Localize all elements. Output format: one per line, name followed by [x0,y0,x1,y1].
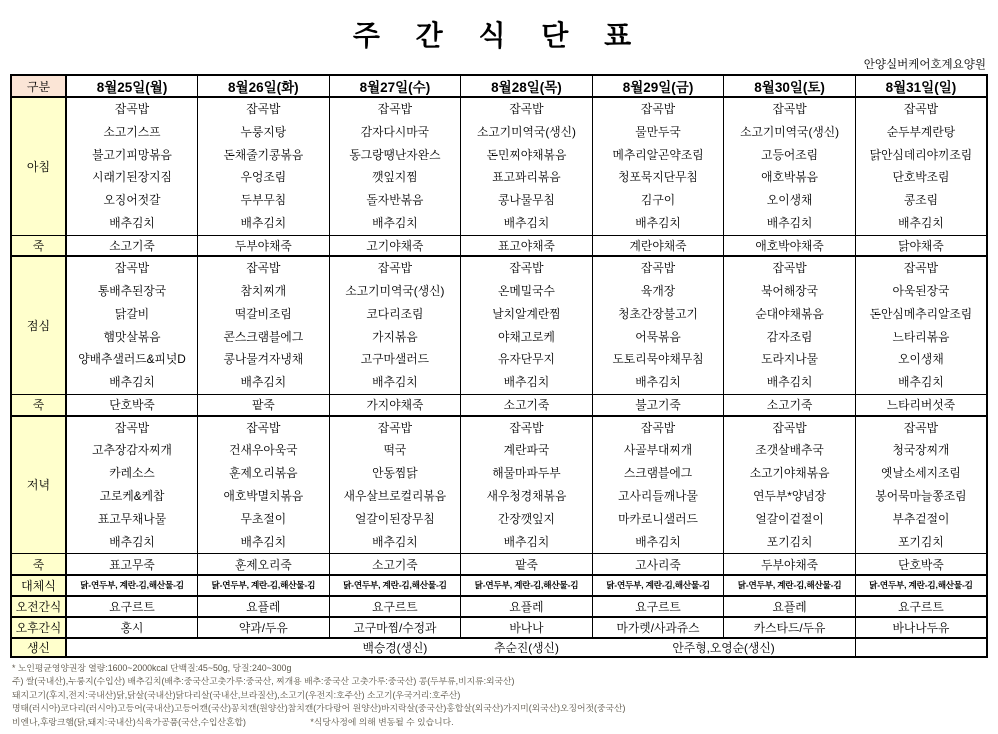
menu-item: 배추김치 [372,375,418,390]
row-label: 죽 [11,554,66,575]
menu-item: 돌자반볶음 [366,193,424,208]
facility-name: 안양실버케어호계요양원 [863,59,986,71]
value-cell: 두부야채죽 [724,554,856,575]
menu-item: 돈안심메추리알조림 [869,306,973,321]
menu-item: 돈채줄기콩볶음 [223,147,304,162]
menu-cell [855,97,987,235]
menu-item: 가지볶음 [372,329,418,344]
day-header: 8월29일(금) [592,75,724,97]
menu-item: 온메밀국수 [497,284,555,299]
menu-item: 오이생채 [766,193,813,208]
menu-item: 잡곡밥 [640,102,676,116]
menu-item: 잡곡밥 [903,261,939,276]
menu-item: 잡곡밥 [772,261,807,276]
menu-item: 포기김치 [898,534,944,549]
day-header: 8월30일(토) [724,75,856,97]
menu-item: 물만두국 [635,124,681,139]
value-cell: 요구르트 [855,596,987,617]
menu-item: 떡갈비조림 [234,306,292,321]
table-row [11,395,987,416]
menu-item: 깻잎지찜 [372,170,418,185]
value-cell: 느타리버섯죽 [855,395,987,416]
birthday-cell [855,638,987,657]
menu-item: 순대야채볶음 [755,306,824,321]
menu-cell [198,256,330,394]
menu-item: 육개장 [640,284,676,299]
menu-item: 잡곡밥 [246,420,281,435]
menu-item: 배추김치 [372,534,418,549]
value-cell: 바나나두유 [855,617,987,638]
value-cell: 약과/두유 [198,617,330,638]
menu-item: 표고꽈리볶음 [492,170,561,185]
row-label: 오전간식 [11,596,66,617]
menu-cell [592,97,724,235]
row-label: 생신 [11,638,66,657]
menu-cell [855,256,987,394]
menu-item: 소고기스프 [103,124,161,139]
day-header: 8월27일(수) [329,75,461,97]
menu-item: 소고기미역국(생신) [476,124,576,139]
menu-item: 배추김치 [109,375,155,390]
menu-cell [724,416,856,554]
value-cell: 표고야채죽 [461,235,593,256]
menu-item: 청국장찌개 [892,443,950,458]
menu-item: 어묵볶음 [635,329,681,344]
value-cell: 홍시 [66,617,198,638]
menu-item: 배추김치 [109,215,155,230]
value-cell: 마가렛/사과쥬스 [592,617,724,638]
menu-cell [592,256,724,394]
menu-item: 포기김치 [766,534,813,549]
menu-cell [461,416,593,554]
value-cell: 고기야채죽 [329,235,461,256]
menu-item: 오이생채 [898,352,944,367]
menu-item: 배추김치 [240,534,287,549]
menu-cell [329,256,461,394]
value-cell: 닭야채죽 [855,235,987,256]
value-cell: 요플레 [461,596,593,617]
menu-item: 배추김치 [635,215,681,230]
menu-item: 햄맛살볶음 [103,329,161,344]
menu-item: 아욱된장국 [892,284,950,299]
value-cell: 불고기죽 [592,395,724,416]
menu-item: 새우살브로컬리볶음 [343,488,447,503]
menu-item: 배추김치 [898,375,944,390]
menu-item: 소고기야채볶음 [749,466,830,481]
footnote-line: 돼지고기(후지,전지:국내산)닭,닭살(국내산)닭다리살(국내산,브라질산),소고기(우전지:호주산) 소고기(우국거리:호주산) [12,689,461,700]
value-cell: 계란야채죽 [592,235,724,256]
value-cell: 소고기죽 [66,235,198,256]
menu-item: 오징어젓갈 [103,193,161,208]
birthday-cell: 추순진(생신) [461,638,593,657]
day-header: 8월28일(목) [461,75,593,97]
value-cell: 요구르트 [592,596,724,617]
menu-item: 유자단무지 [497,352,555,367]
menu-item: 배추김치 [503,215,550,230]
value-cell: 고사리죽 [592,554,724,575]
value-cell: 카스타드/두유 [724,617,856,638]
table-row [11,596,987,617]
value-cell: 닭-연두부, 계란-김,해산물-김 [329,575,461,596]
menu-item: 새우청경채볶음 [486,488,567,503]
menu-item: 잡곡밥 [903,102,939,116]
menu-item: 잡곡밥 [377,420,412,435]
menu-item: 안동찜닭 [372,466,418,481]
menu-item: 고추장감자찌개 [92,443,172,458]
table-row [11,617,987,638]
value-cell: 바나나 [461,617,593,638]
menu-cell [198,416,330,554]
menu-item: 감자조림 [766,329,813,344]
menu-item: 카레소스 [109,466,155,481]
menu-item: 배추김치 [372,215,418,230]
row-label: 점심 [11,256,66,394]
value-cell: 가지야채죽 [329,395,461,416]
value-cell: 고구마찜/수정과 [329,617,461,638]
menu-item: 콩나물겨자냉채 [223,352,304,367]
page-title: 주 간 식 단 표 [352,20,646,51]
menu-item: 간장깻잎지 [497,511,555,526]
menu-item: 참치찌개 [240,284,287,299]
row-label: 저녁 [11,416,66,554]
menu-item: 배추김치 [766,375,813,390]
menu-cell [855,416,987,554]
change-note: *식당사정에 의해 변동될 수 있습니다. [310,716,454,727]
menu-item: 고사리들깨나물 [618,488,698,503]
menu-item: 김구이 [640,193,676,208]
menu-item: 조갯살배추국 [755,443,824,458]
menu-cell [724,256,856,394]
value-cell: 팥죽 [461,554,593,575]
table-row [11,97,987,235]
day-header: 8월31일(일) [855,75,987,97]
value-cell: 요플레 [724,596,856,617]
menu-item: 배추김치 [109,534,155,549]
menu-item: 감자다시마국 [360,124,430,139]
table-row [11,554,987,575]
menu-item: 동그랑땡난자완스 [349,147,441,162]
menu-item: 우엉조림 [240,170,287,185]
menu-item: 잡곡밥 [772,420,807,435]
menu-item: 애호박볶음 [761,170,819,185]
menu-cell [198,97,330,235]
corner-label: 구분 [11,75,66,97]
birthday-cell: 안주형,오영순(생신) [592,638,855,657]
menu-item: 고로케&케찹 [99,488,165,503]
menu-item: 스크램블에그 [623,466,693,481]
menu-item: 배추김치 [503,534,550,549]
menu-item: 옛날소세지조림 [881,466,961,481]
menu-cell [592,416,724,554]
menu-item: 잡곡밥 [640,261,676,276]
menu-item: 배추김치 [240,215,287,230]
menu-cell [66,97,198,235]
menu-cell [329,97,461,235]
menu-item: 단호박조림 [892,170,950,185]
table-row [11,256,987,394]
menu-item: 배추김치 [635,534,681,549]
row-label: 죽 [11,235,66,256]
menu-item: 고구마샐러드 [360,352,430,367]
table-body [11,97,987,657]
menu-item: 배추김치 [503,375,550,390]
value-cell: 두부야채죽 [198,235,330,256]
value-cell: 팥죽 [198,395,330,416]
menu-item: 부추겉절이 [892,511,950,526]
menu-item: 콩나물무침 [497,193,555,208]
menu-item: 애호박멸치볶음 [223,488,304,503]
menu-item: 소고기미역국(생신) [740,124,840,139]
menu-item: 돈민찌야채볶음 [486,147,567,162]
menu-item: 잡곡밥 [114,102,150,116]
value-cell: 훈제오리죽 [198,554,330,575]
menu-item: 야채고로케 [497,329,555,344]
footnote-lines [12,662,988,716]
value-cell: 표고무죽 [66,554,198,575]
value-cell: 닭-연두부, 계란-김,해산물-김 [592,575,724,596]
menu-item: 통배추된장국 [97,284,167,299]
menu-item: 고등어조림 [761,147,819,162]
menu-cell [66,256,198,394]
menu-item: 배추김치 [635,375,681,390]
day-header: 8월25일(월) [66,75,198,97]
value-cell: 단호박죽 [66,395,198,416]
value-cell: 단호박죽 [855,554,987,575]
menu-item: 메추리알곤약조림 [612,147,704,162]
menu-item: 얼갈이겉절이 [755,511,824,526]
menu-item: 청초간장불고기 [618,306,698,321]
menu-item: 잡곡밥 [377,261,412,276]
menu-item: 해물마파두부 [492,466,561,481]
menu-item: 봉어묵마늘쫑조림 [875,488,967,503]
birthday-cell [66,638,329,657]
menu-item: 잡곡밥 [114,261,150,276]
table-row [11,638,987,657]
menu-cell [66,416,198,554]
value-cell: 소고기죽 [461,395,593,416]
footnotes [10,662,988,730]
menu-item: 얼갈이된장무침 [355,511,435,526]
menu-item: 콩조림 [903,193,939,208]
menu-item: 잡곡밥 [509,420,544,435]
menu-item: 사골부대찌개 [623,443,693,458]
value-cell: 소고기죽 [724,395,856,416]
menu-item: 잡곡밥 [246,102,281,116]
menu-item: 두부무침 [240,193,287,208]
menu-item: 떡국 [383,443,407,458]
row-label: 대체식 [11,575,66,596]
menu-item: 청포묵지단무침 [618,170,698,185]
menu-item: 배추김치 [766,215,813,230]
menu-item: 누룽지탕 [240,124,287,139]
table-row [11,416,987,554]
birthday-cell: 백승경(생신) [329,638,461,657]
weekly-menu-table [10,74,988,658]
menu-item: 잡곡밥 [640,420,676,435]
value-cell: 애호박야채죽 [724,235,856,256]
menu-cell [461,256,593,394]
menu-item: 도토리묵야채무침 [612,352,704,367]
table-row [11,575,987,596]
menu-item: 날치알계란찜 [492,306,561,321]
value-cell: 닭-연두부, 계란-김,해산물-김 [724,575,856,596]
menu-cell [329,416,461,554]
value-cell: 닭-연두부, 계란-김,해산물-김 [855,575,987,596]
menu-item: 불고기피망볶음 [92,147,172,162]
day-header: 8월26일(화) [198,75,330,97]
value-cell: 요구르트 [329,596,461,617]
menu-item: 코다리조림 [366,306,424,321]
menu-item: 연두부*양념장 [753,488,827,503]
menu-item: 표고무채나물 [97,511,167,526]
menu-item: 북어해장국 [761,284,819,299]
header-row [11,75,987,97]
menu-item: 배추김치 [898,215,944,230]
menu-item: 계란파국 [503,443,550,458]
menu-item: 콘스크램블에그 [223,329,304,344]
menu-item: 잡곡밥 [772,102,807,116]
table-header [11,75,987,97]
menu-item: 닭갈비 [114,306,150,321]
menu-item: 잡곡밥 [246,261,281,276]
menu-item: 양배추샐러드&피넛D [78,352,186,367]
menu-item: 잡곡밥 [114,420,150,435]
value-cell: 닭-연두부, 계란-김,해산물-김 [198,575,330,596]
menu-item: 무초절이 [240,511,287,526]
footnote-line: 명태(러시아)코다리(러시아)고등어(국내산)고등어캔(국산)꽁치캔(원양산)참치캔(가다랑어 원양산)바지락살(중국산)홍합살(외국산)가지미(외국산)오징어젓(중국산) [12,703,626,714]
value-cell: 요구르트 [66,596,198,617]
footnote-line: 주) 쌀(국내산),누룽지(수입산) 배추김치(배추:중국산고춧가루:중국산, 찌개용 배추:중국산 고춧가루:중국산) 콩(두부류,비지류:외국산) [12,676,515,687]
menu-item: 소고기미역국(생신) [345,284,445,299]
menu-item: 시래기된장지짐 [92,170,172,185]
value-cell: 소고기죽 [329,554,461,575]
row-label: 죽 [11,395,66,416]
menu-item: 잡곡밥 [509,102,544,116]
menu-item: 마카로니샐러드 [618,511,698,526]
menu-item: 잡곡밥 [903,420,939,435]
menu-cell [461,97,593,235]
menu-item: 배추김치 [240,375,287,390]
value-cell: 요플레 [198,596,330,617]
menu-item: 느타리볶음 [892,329,950,344]
menu-item: 도라지나물 [761,352,819,367]
row-label: 오후간식 [11,617,66,638]
menu-item: 잡곡밥 [377,102,412,116]
menu-item: 닭안심데리야끼조림 [869,147,973,162]
menu-item: 잡곡밥 [509,261,544,276]
table-row [11,235,987,256]
footnote-last-text: 비엔나,후랑크햄(닭,돼지:국내산)식육가공품(국산,수입산혼합) [12,716,246,727]
value-cell: 닭-연두부, 계란-김,해산물-김 [461,575,593,596]
menu-item: 순두부계란탕 [886,124,956,139]
footnote-line: * 노인평균영양권장 열량:1600~2000kcal 단백질:45~50g, 당질:240~300g [12,662,292,673]
value-cell: 닭-연두부, 계란-김,해산물-김 [66,575,198,596]
menu-item: 훈제오리볶음 [229,466,298,481]
footnote-last-line [12,716,988,730]
menu-item: 건새우아욱국 [229,443,298,458]
row-label: 아침 [11,97,66,235]
menu-cell [724,97,856,235]
